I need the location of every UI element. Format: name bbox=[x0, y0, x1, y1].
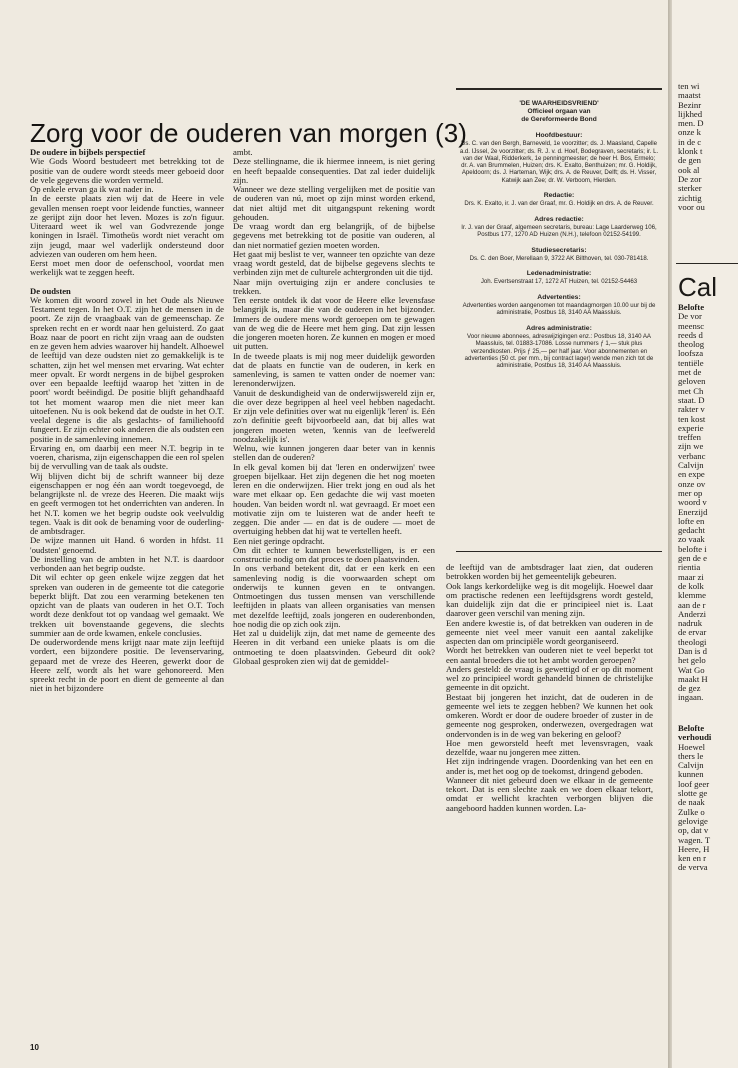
next-page-line: meensc bbox=[678, 320, 705, 331]
masthead-text: Joh. Evertsenstraat 17, 1272 AT Huizen, tel. 02152-54463 bbox=[480, 278, 638, 286]
paragraph: Anders gesteld: de vraag is gewettigd of er op dit moment wel zo principieel wordt gehandeld binnen de christelijke gemeente in dit opzicht. bbox=[446, 663, 653, 693]
article-column-1 bbox=[30, 148, 224, 1038]
next-page-line: Anderzi bbox=[678, 608, 706, 619]
next-page-line: zichtig bbox=[678, 192, 702, 203]
next-page-line: Calvijn bbox=[678, 760, 704, 771]
paragraph: Dit wil echter op geen enkele wijze zeggen dat het spreken van ouderen in de gemeente tot die categorie beperkt blijft. Dat zou een verarming betekenen ten opzicht van de plaats van ouderen in het O.T. Toch wordt deze denkfout tot op vandaag wel gemaakt. We trekken uit bovenstaande gegevens, die slechts summier aan de orde kwamen, enkele conclusies. bbox=[30, 572, 224, 638]
next-page-line: geloven bbox=[678, 376, 706, 387]
next-page-line: de verva bbox=[678, 862, 708, 873]
next-page-line: zo vaak bbox=[678, 534, 705, 545]
next-page-line: ook al bbox=[678, 164, 700, 175]
next-page-line: De zor bbox=[678, 173, 702, 184]
paragraph: Wordt het betrekken van ouderen niet te veel beperkt tot een aantal broeders die tot het ambt worden geroepen? bbox=[446, 645, 653, 665]
next-page-line: het gelo bbox=[678, 655, 706, 666]
paragraph: Wij blijven dicht bij de schrift wanneer bij deze eigenschappen er nog één aan wordt toegevoegd, de belangrijkste nl. de vreze des Heeren. Die maakt wijs en geeft vermogen tot het onderrichten van anderen. In het N.T. komen we het begrip oudste ook veelvuldig tegen. Vaak is dit ook de benaming voor de ouderling- de ambtsdrager. bbox=[30, 470, 224, 536]
next-page-line: de ervar bbox=[678, 627, 707, 638]
next-page-line: ten wi bbox=[678, 82, 700, 91]
paragraph: De ouderwordende mens krijgt naar mate zijn leeftijd vordert, een bijzondere positie. De levenservaring, gepaard met de vreze des Heeren, gewerkt door de Heere zelf, wordt als het ware gehonoreerd. Men spreekt recht in de poort en dient de gemeente al dan niet in het bijzondere bbox=[30, 637, 224, 694]
next-page-line: Bezinr bbox=[678, 99, 702, 110]
next-page-line: woord v bbox=[678, 497, 707, 508]
paragraph: Bestaat bij jongeren het inzicht, dat de ouderen in de gemeente wel iets te zeggen hebben? We kunnen het ook omkeren. Wordt er door de oudere broeder of zuster in de gemeente nog gesproken, onderwezen, overgedragen wat ondervonden is in de weg van bekering en geloof? bbox=[446, 691, 653, 739]
next-page-line: staat. D bbox=[678, 394, 705, 405]
next-page-line: voor ou bbox=[678, 201, 705, 212]
next-page-line: De vor bbox=[678, 311, 702, 322]
paragraph: Vanuit de deskundigheid van de onderwijswereld zijn er, die over deze begrippen al heel veel hebben nagedacht. Er zijn vele definities over wat nu eigenlijk 'leren' is. Eén zo'n definitie geeft bijvoorbeeld aan, dat bij alles wat jongeren moeten weten, 'kennis van de leefwereld noodzakelijk is'. bbox=[233, 387, 435, 444]
masthead-text: Ds. C. van den Bergh, Barneveld, 1e voorzitter; ds. J. Maasland, Capelle a.d. IJssel, 2e voorzitter; ds. R. J. v. d. Hoef, Bodegraven, secretaris; ir. L. van der Waal, Ridderkerk, 1e penningmeester; de heer H. Bos, Ermelo; dr. A. van Brummelen, Huizen; drs. K. Exalto, Benthuizen; mr. G. Holdijk, Apeldoorn; ds. J. Harteman, Wijk; drs. A. de Reuver, Delft; ds. H. Visser, Katwijk aan Zee; dr. W. Verboom, Hierden. bbox=[459, 140, 659, 184]
next-page-edge bbox=[672, 0, 738, 1068]
masthead-text: Ir. J. van der Graaf, algemeen secretaris, bureau: Lage Laarderweg 106, Postbus 177, 1270 AD Huizen (N.H.), telefoon 02152-54199. bbox=[461, 223, 657, 239]
paragraph: Het zijn indringende vragen. Doordenking van het een en ander is, met het oog op de toekomst, dringend geboden. bbox=[446, 756, 653, 776]
section-heading: De oudere in bijbels perspectief bbox=[30, 148, 146, 157]
next-page-line: theologi bbox=[678, 636, 707, 647]
paragraph: Een andere kwestie is, of dat betrekken van ouderen in de gemeente niet veel meer vanuit een aantal zakelijke aspecten dan om principiële wordt georganiseerd. bbox=[446, 617, 653, 646]
next-page-line: zijn we bbox=[678, 441, 704, 452]
next-page-line: gen de e bbox=[678, 553, 707, 564]
next-page-column-text bbox=[678, 303, 738, 703]
next-page-line: maatst bbox=[678, 90, 701, 101]
paragraph: Naar mijn overtuiging zijn er andere conclusies te trekken. bbox=[233, 276, 435, 296]
next-page-line: klemme bbox=[678, 590, 706, 601]
paragraph: Wanneer we deze stelling vergelijken met de positie van de ouderen van nú, moet op zijn minst worden erkend, dat niet altijd met dit uitgangspunt rekening wordt gehouden. bbox=[233, 184, 435, 222]
next-page-line: en expe bbox=[678, 469, 705, 480]
next-page-line: wagen. T bbox=[678, 834, 711, 845]
masthead-heading: Adres administratie: bbox=[526, 324, 592, 332]
next-page-line: de gen bbox=[678, 155, 701, 166]
next-page-line: Belofte bbox=[678, 303, 705, 312]
paragraph: Het zal u duidelijk zijn, dat met name de gemeente des Heeren in dit verband een unieke plaats is om die ontmoeting te doen plaatsvinden. Gebeurd dit ook? Globaal gesproken zien wij dat de gemiddel- bbox=[233, 628, 435, 666]
article-column-2 bbox=[233, 148, 435, 1038]
next-page-line: klonk t bbox=[678, 146, 703, 157]
paragraph: Op enkele ervan ga ik wat nader in. bbox=[30, 184, 154, 194]
next-page-line: mer op bbox=[678, 487, 703, 498]
paragraph: de leeftijd van de ambtsdrager laat zien, dat ouderen betrokken worden bij het gemeentelijk gebeuren. bbox=[446, 563, 653, 582]
masthead-heading: Ledenadministratie: bbox=[526, 270, 592, 278]
next-page-box-rule bbox=[676, 78, 738, 264]
next-page-line: loofsza bbox=[678, 348, 704, 359]
article-title: Zorg voor de ouderen van morgen (3) bbox=[30, 118, 468, 148]
next-page-line: gedacht bbox=[678, 525, 706, 536]
paragraph: Eerst moet men door de oefenschool, voordat men werkelijk wat te zeggen heeft. bbox=[30, 258, 224, 278]
next-page-line: lofte en bbox=[678, 515, 705, 526]
next-page-line: de kolk bbox=[678, 580, 704, 591]
masthead-text: Drs. K. Exalto, ir. J. van der Graaf, mr. G. Holdijk en drs. A. de Reuver. bbox=[464, 200, 654, 208]
next-page-line: reeds d bbox=[678, 329, 703, 340]
masthead-box bbox=[456, 88, 662, 552]
next-page-line: loof geer bbox=[678, 778, 710, 789]
paragraph: In ons verband betekent dit, dat er een kerk en een samenleving nodig is die voorwaarden schept om onderwijs te kunnen geven en te ontvangen. Ontmoetingen dus tussen mensen van verschillende leeftijden in plaats van alleen organisaties van mensen met dezelfde leeftijd, zoals jongeren en ouderenbonden, hoe nodig die op zich ook zijn. bbox=[233, 563, 435, 629]
masthead-heading: Advertenties: bbox=[537, 293, 581, 301]
next-page-line: thers le bbox=[678, 750, 704, 761]
paragraph: Wanneer dit niet gebeurd doen we elkaar in de gemeente tekort. Dat is een slechte zaak en we doen elkaar tekort, omdat er wellicht krachten verborgen blijven die aangeboord hadden kunnen worden. La- bbox=[446, 774, 653, 813]
next-page-line: ingaan. bbox=[678, 692, 704, 703]
section-heading: De oudsten bbox=[30, 285, 71, 296]
next-page-line: met de bbox=[678, 367, 702, 378]
next-page-line: onze ov bbox=[678, 478, 706, 489]
next-page-title: Cal bbox=[678, 272, 718, 302]
next-page-line: de gez bbox=[678, 683, 701, 694]
next-page-line: aan de r bbox=[678, 599, 706, 610]
next-page-line: Belofte bbox=[678, 724, 705, 733]
next-page-line: onze k bbox=[678, 127, 701, 138]
paragraph: Welnu, wie kunnen jongeren daar beter van in kennis stellen dan de ouderen? bbox=[233, 443, 435, 463]
next-page-line: rientia bbox=[678, 562, 701, 573]
next-page-line: gelovige bbox=[678, 815, 708, 826]
next-page-line: lijkhed bbox=[678, 108, 703, 119]
next-page-line: op, dat v bbox=[678, 825, 709, 836]
paragraph: Een niet geringe opdracht. bbox=[233, 535, 325, 546]
next-page-line: rakter v bbox=[678, 404, 705, 415]
masthead-heading: Adres redactie: bbox=[534, 215, 584, 223]
next-page-line: ten kost bbox=[678, 413, 706, 424]
next-page-line: ken en r bbox=[678, 853, 706, 864]
next-page-line: verbanc bbox=[678, 450, 706, 461]
next-page-line: Dan is d bbox=[678, 645, 707, 656]
next-page-line: theolog bbox=[678, 339, 705, 350]
paragraph: Het gaat mij beslist te ver, wanneer ten opzichte van deze vraag wordt gesteld, dat de bijbelse gegevens slechts te verbinden zijn met de culturele achtergronden uit die tijd. bbox=[233, 248, 435, 278]
next-page-line: verhoudi bbox=[678, 732, 712, 743]
masthead-name: 'DE WAARHEIDSVRIEND' bbox=[519, 100, 599, 107]
next-page-line: Calvijn bbox=[678, 460, 704, 471]
next-page-line: in de c bbox=[678, 136, 702, 147]
masthead-subtitle-2: de Gereformeerde Bond bbox=[521, 116, 597, 123]
paragraph: De wijze mannen uit Hand. 6 worden in hfdst. 11 'oudsten' genoemd. bbox=[30, 535, 224, 555]
paragraph: De vraag wordt dan erg belangrijk, of de bijbelse gegevens met betrekking tot de positie van ouderen, al dan niet normatief gezien moeten worden. bbox=[233, 221, 435, 250]
paragraph: Deze stellingname, die ik hiermee inneem, is niet gering en heeft bepaalde consequenties. Dat zal ieder duidelijk zijn. bbox=[233, 156, 435, 185]
masthead-heading: Studiesecretaris: bbox=[531, 246, 587, 254]
masthead-heading: Redactie: bbox=[543, 192, 575, 200]
paragraph: ambt. bbox=[233, 148, 253, 157]
next-page-line: maakt H bbox=[678, 673, 708, 684]
next-page-line: Wat Go bbox=[678, 664, 705, 675]
paragraph: De instelling van de ambten in het N.T. is daardoor verbonden aan het begrip oudste. bbox=[30, 553, 224, 573]
next-page-line: Heere, H bbox=[678, 843, 710, 854]
paragraph: We komen dit woord zowel in het Oude als Nieuwe Testament tegen. In het O.T. zijn het de mensen in de poort. Ze zijn de vraagbaak van de gemeenschap. Ze spreken recht en er wordt naar hen geluisterd. Zo gaat Boaz naar de poort en richt zijn vraag aan de oudsten en ze geven hem advies waarover hij handelt. Alhoewel de leeftijd van deze oudsten niet zo gemakkelijk is te schatten, zijn het wel mensen met ervaring. Wat echter meer opvalt. Er wordt nergens in de bijbel gesproken over een bepaalde leeftijd waarop het 'zitten in de poort' wordt beëindigd. De positie blijft gehandhaafd tot het moment waarop men die niet meer kan uitoefenen. Nu is ook bekend dat de oudste in het O.T. veelal degene is die als geslachts- of familiehoofd fungeert. Er zijn echter ook anderen die als oudsten een positie in de samenleving innemen. bbox=[30, 294, 224, 444]
next-page-line: Hoewel bbox=[678, 741, 706, 752]
paragraph: Ten eerste ontdek ik dat voor de Heere elke levensfase belangrijk is, maar die van de ouderen in het bijzonder. Immers de oudere mens wordt geroepen om te gewagen van de weg die de Heere met hem ging. Dat zijn lessen die jongeren moeten horen. Ze kunnen en mogen er moed uit putten. bbox=[233, 295, 435, 352]
paragraph: In elk geval komen bij dat 'leren en onderwijzen' twee groepen bijelkaar. Het zijn degenen die het nog moeten leren en die onderwijzen. Hier trekt jong en oud als het ware met elkaar op. Een gedachte die wij vast moeten houden. Van beiden wordt nl. wat gevraagd. Er moet een motivatie zijn om te luisteren wat de ander heeft te zeggen. Die ander — en dat is de oudere — moet de overtuiging hebben dat hij wat te vertellen heeft. bbox=[233, 461, 435, 537]
next-page-line: Enerzijd bbox=[678, 506, 708, 517]
masthead-heading: Hoofdbestuur: bbox=[535, 132, 583, 139]
paragraph: Om dit echter te kunnen bewerkstelligen, is er een constructie nodig om dat proces te doen plaatsvinden. bbox=[233, 544, 435, 564]
next-page-line: kunnen bbox=[678, 769, 704, 780]
masthead-text: Ds. C. den Boer, Merellaan 9, 3722 AK Bilthoven, tel. 030-781418. bbox=[469, 254, 649, 262]
paragraph: In de tweede plaats is mij nog meer duidelijk geworden dat de plaats en functie van de ouderen, in kerk en samenleving, is samen te vatten onder de noemer van: lerenonderwijzen. bbox=[233, 350, 435, 389]
next-page-line: de naak bbox=[678, 797, 705, 808]
next-page-line: Zulke o bbox=[678, 806, 705, 817]
next-page-line: experie bbox=[678, 422, 704, 433]
next-page-line: sterker bbox=[678, 183, 702, 194]
next-page-line: maar zi bbox=[678, 571, 704, 582]
next-page-line: treffen bbox=[678, 432, 701, 443]
article-column-3 bbox=[446, 563, 653, 1041]
next-page-line: men. D bbox=[678, 118, 704, 129]
next-page-column-text-2 bbox=[678, 724, 738, 873]
paragraph: In de eerste plaats zien wij dat de Heere in vele gevallen mensen roept voor leidende functies, wanneer ze gerijpt zijn door het leven. Mozes is zo'n figuur. Uiteraard weet ik wel van Godvrezende jonge koningen in Israël. Timotheüs wordt niet veracht om zijn jeugd, maar wel vaderlijk ondersteund door adviezen van ouderen om hem heen. bbox=[30, 193, 224, 259]
next-page-line: met Ch bbox=[678, 385, 704, 396]
next-page-line: tentiële bbox=[678, 357, 704, 368]
next-page-line: belofte i bbox=[678, 543, 707, 554]
next-page-line: nadruk bbox=[678, 618, 703, 629]
next-page-line: slotte ge bbox=[678, 788, 708, 799]
masthead-sections bbox=[456, 132, 662, 369]
page-number: 10 bbox=[30, 1043, 39, 1052]
paragraph: Wie Gods Woord bestudeert met betrekking tot de positie van de oudere wordt steeds meer geboeid door de vele gegevens die worden vermeld. bbox=[30, 156, 224, 185]
masthead-subtitle-1: Officieel orgaan van bbox=[527, 108, 591, 115]
masthead-text: Advertenties worden aangenomen tot maandagmorgen 10.00 uur bij de administratie, Postbus 18, 3140 AA Maassluis. bbox=[462, 302, 656, 317]
masthead-text: Voor nieuwe abonnees, adreswijzigingen enz.: Postbus 18, 3140 AA Maassluis, tel. 01883-17086. Losse nummers ƒ 1,— stuk plus verzendkosten. Prijs ƒ 25,— per half jaar. Voor abonnementen en advertenties (50 ct. per mm., bij contract lager) wende men zich tot de administratie, Postbus 18, 3140 AA Maassluis. bbox=[464, 332, 654, 370]
paragraph: Ook langs kerkordelijke weg is dit mogelijk. Hoewel daar om practische redenen een leeftijdsgrens wordt gesteld, kan duidelijk zijn dat die er principieel niet is. Laat daarover geen verschil van mening zijn. bbox=[446, 580, 653, 619]
paragraph: Ervaring en, om daarbij een meer N.T. begrip in te voeren, charisma, zijn eigenschappen die een rol spelen bij de vervulling van de taak als oudste. bbox=[30, 442, 224, 472]
paragraph: Hoe men geworsteld heeft met levensvragen, vaak dezelfde, waar nu jongeren mee zitten. bbox=[446, 737, 653, 757]
